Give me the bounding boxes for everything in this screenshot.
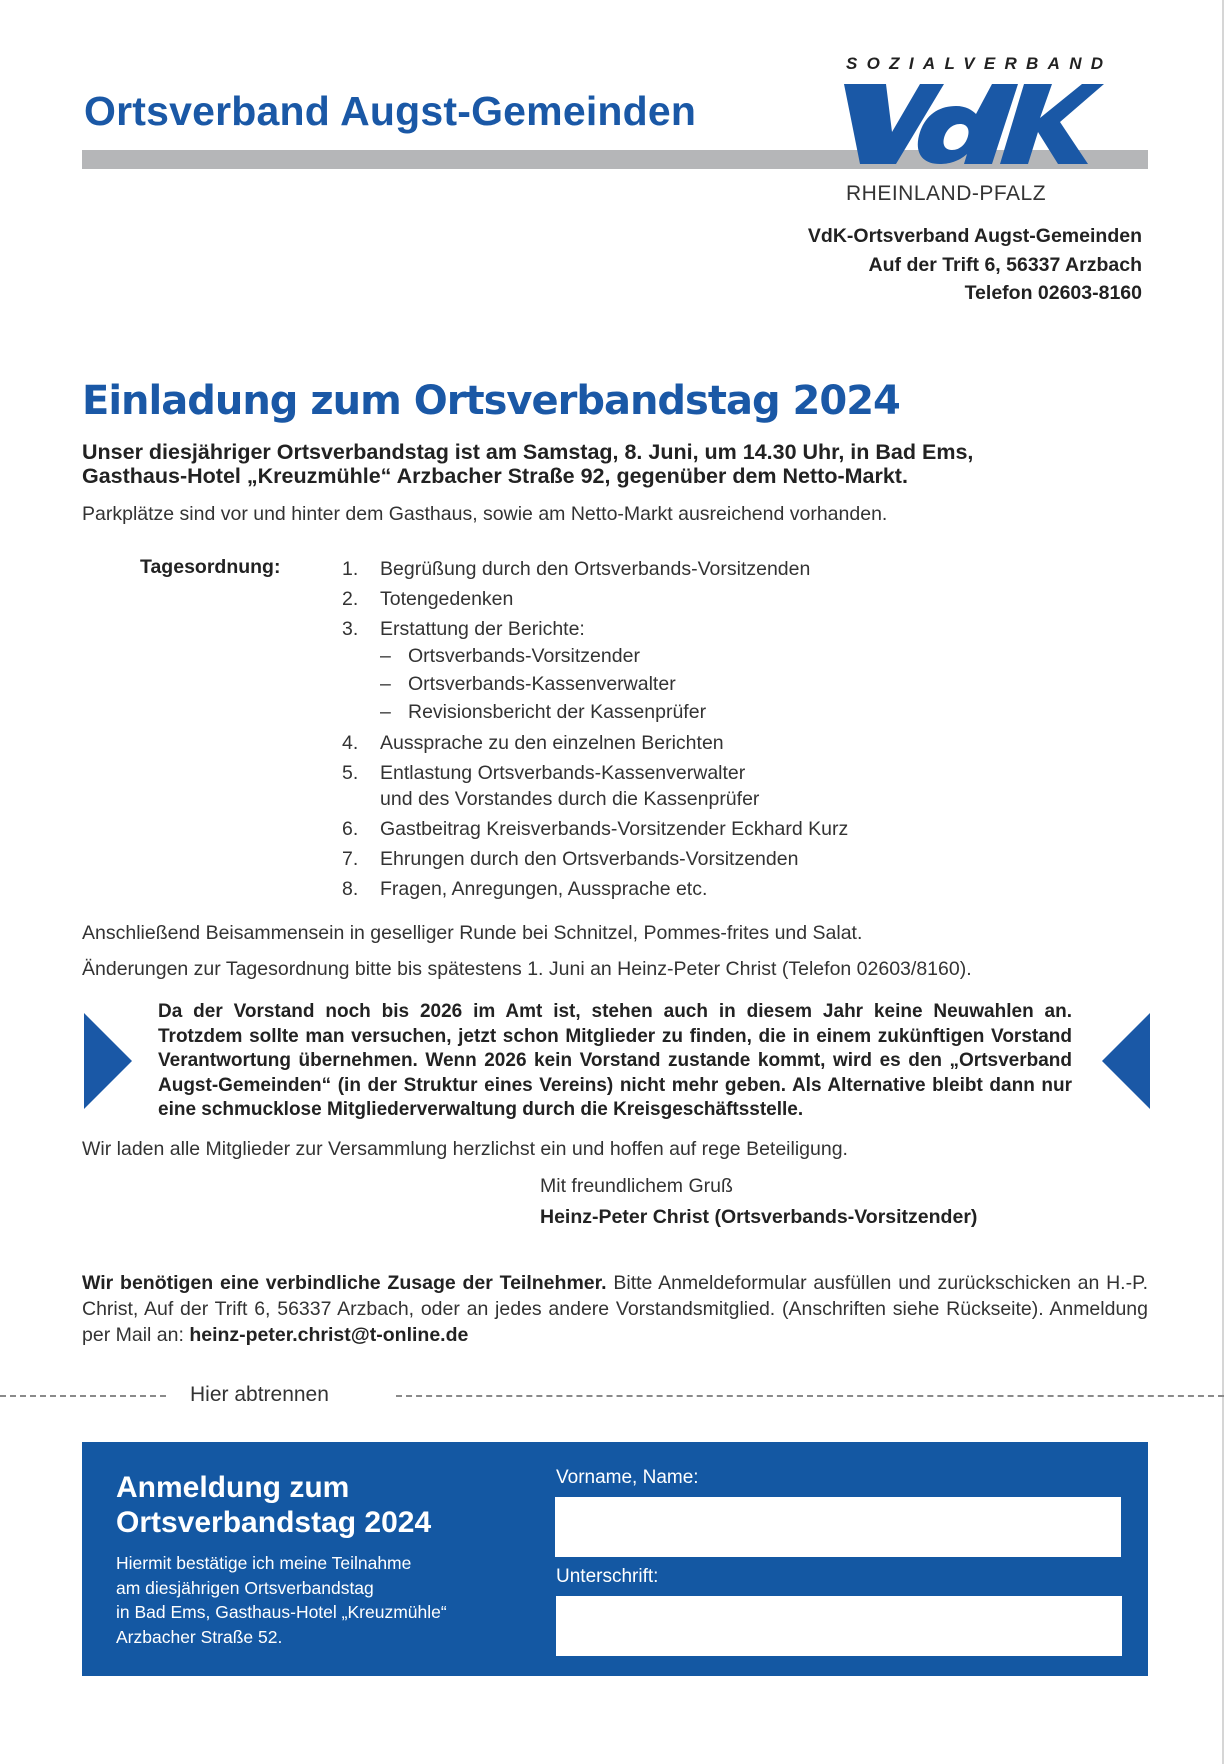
agenda-item-text: Entlastung Ortsverbands-Kassenverwalter: [380, 762, 746, 784]
dash-bullet: –: [380, 673, 391, 695]
agenda-item-number: 6.: [342, 818, 359, 840]
lead-line: Gasthaus-Hotel „Kreuzmühle“ Arzbacher Straße 92, gegenüber dem Netto-Markt.: [82, 464, 908, 488]
agenda-item-text: Ehrungen durch den Ortsverbands-Vorsitzenden: [380, 848, 799, 870]
agenda-item: [342, 876, 1022, 902]
registration-title-line: Ortsverbandstag 2024: [116, 1506, 432, 1539]
agenda-item: [342, 556, 1022, 582]
triangle-left-icon: [1102, 1013, 1150, 1109]
agenda-item: [342, 816, 1022, 842]
rsvp-text: Bitte Anmeldeformular ausfüllen und zurückschicken an H.-P. Christ, Auf der Trift 6, 56337 Arzbach, oder an jedes andere Vorstandsmitglied. (Anschriften siehe Rückseite). Anmeldung per Mail an:: [82, 1272, 1148, 1346]
confirmation-line: am diesjährigen Ortsverbandstag: [116, 1577, 374, 1598]
agenda-item: [342, 760, 1022, 812]
registration-confirmation-text: [116, 1551, 447, 1649]
agenda-item: [342, 586, 1022, 612]
agenda-item-text: Begrüßung durch den Ortsverbands-Vorsitzenden: [380, 558, 811, 580]
agenda-item-number: 4.: [342, 732, 359, 754]
agenda-item-number: 5.: [342, 762, 359, 784]
social-gathering-note: Anschließend Beisammensein in geselliger Runde bei Schnitzel, Pommes-frites und Salat.: [82, 922, 863, 944]
invitation-title: Einladung zum Ortsverbandstag 2024: [82, 378, 900, 424]
logo-bottom-text: RHEINLAND-PFALZ: [846, 182, 1047, 205]
board-notice: Da der Vorstand noch bis 2026 im Amt ist, stehen auch in diesem Jahr keine Neuwahlen an. Trotzdem sollte man versuchen, jetzt schon Mitglieder zu finden, die in einem zukünftigen Vorstand Verantwortung übernehmen. Wenn 2026 kein Vorstand zustande kommt, wird es den „Ortsverband Augst-Gemeinden“ (in der Struktur eines Vereins) nicht mehr geben. Als Alternative bleibt dann nur eine schmucklose Mitgliederverwaltung durch die Kreisgeschäftsstelle.: [158, 1001, 1072, 1120]
sender-address: [808, 222, 1142, 308]
agenda-subitem: – Ortsverbands-Vorsitzender: [380, 642, 706, 670]
cut-line: [396, 1395, 1224, 1397]
agenda-subitem: – Ortsverbands-Kassenverwalter: [380, 670, 706, 698]
confirmation-line: Arzbacher Straße 52.: [116, 1626, 283, 1647]
closing-invite: Wir laden alle Mitglieder zur Versammlung herzlichst ein und hoffen auf rege Beteiligung.: [82, 1138, 848, 1160]
address-line: Auf der Trift 6, 56337 Arzbach: [868, 253, 1142, 276]
agenda-label: Tagesordnung:: [140, 556, 281, 578]
greeting: Mit freundlichem Gruß: [540, 1175, 733, 1197]
agenda-subitem: – Revisionsbericht der Kassenprüfer: [380, 698, 706, 726]
registration-title: [116, 1470, 431, 1540]
parking-info: Parkplätze sind vor und hinter dem Gasthaus, sowie am Netto-Markt ausreichend vorhanden.: [82, 503, 888, 525]
signer-name: Heinz-Peter Christ (Ortsverbands-Vorsitzender): [540, 1206, 978, 1228]
agenda-item-number: 8.: [342, 878, 359, 900]
logo-top-text: SOZIALVERBAND: [846, 54, 1113, 73]
address-line: Telefon 02603-8160: [964, 282, 1142, 304]
agenda-item: [342, 616, 1022, 726]
address-line: VdK-Ortsverband Augst-Gemeinden: [807, 225, 1142, 247]
agenda-item-number: 7.: [342, 848, 359, 870]
agenda-item-text: Totengedenken: [380, 588, 514, 610]
rsvp-bold-intro: Wir benötigen eine verbindliche Zusage der Teilnehmer.: [82, 1272, 607, 1294]
agenda-item-text-cont: und des Vorstandes durch die Kassenprüfer: [380, 788, 760, 810]
dash-bullet: –: [380, 701, 391, 723]
agenda-item-text: Fragen, Anregungen, Aussprache etc.: [380, 878, 708, 900]
dash-bullet: –: [380, 645, 391, 667]
agenda-item-text: Gastbeitrag Kreisverbands-Vorsitzender Eckhard Kurz: [380, 818, 849, 840]
lead-line: Unser diesjähriger Ortsverbandstag ist am Samstag, 8. Juni, um 14.30 Uhr, in Bad Ems,: [82, 440, 974, 464]
confirmation-line: Hiermit bestätige ich meine Teilnahme: [116, 1553, 412, 1573]
name-field-label: Vorname, Name:: [556, 1467, 699, 1488]
vdk-logo: [842, 84, 1104, 164]
org-title: Ortsverband Augst-Gemeinden: [84, 88, 697, 134]
agenda-item-text: Aussprache zu den einzelnen Berichten: [380, 732, 724, 754]
agenda-item: [342, 730, 1022, 756]
cut-line: [0, 1395, 166, 1397]
agenda-item-text: Erstattung der Berichte:: [380, 618, 585, 640]
agenda-item-number: 1.: [342, 558, 359, 580]
agenda-list: [342, 556, 1022, 906]
registration-title-line: Anmeldung zum: [116, 1471, 350, 1504]
signature-field[interactable]: [556, 1596, 1122, 1656]
confirmation-line: in Bad Ems, Gasthaus-Hotel „Kreuzmühle“: [116, 1602, 447, 1622]
agenda-item: [342, 846, 1022, 872]
cut-label: Hier abtrennen: [190, 1383, 329, 1406]
rsvp-instructions: [82, 1270, 1148, 1348]
signature-field-label: Unterschrift:: [556, 1566, 659, 1587]
agenda-changes-note: Änderungen zur Tagesordnung bitte bis spätestens 1. Juni an Heinz-Peter Christ (Telefon 02603/8160).: [82, 958, 972, 980]
triangle-right-icon: [84, 1013, 132, 1109]
agenda-item-number: 2.: [342, 588, 359, 610]
agenda-item-number: 3.: [342, 618, 359, 640]
name-field[interactable]: [555, 1497, 1121, 1557]
invitation-lead: [82, 440, 1162, 488]
rsvp-email-link[interactable]: heinz-peter.christ@t-online.de: [189, 1324, 469, 1346]
